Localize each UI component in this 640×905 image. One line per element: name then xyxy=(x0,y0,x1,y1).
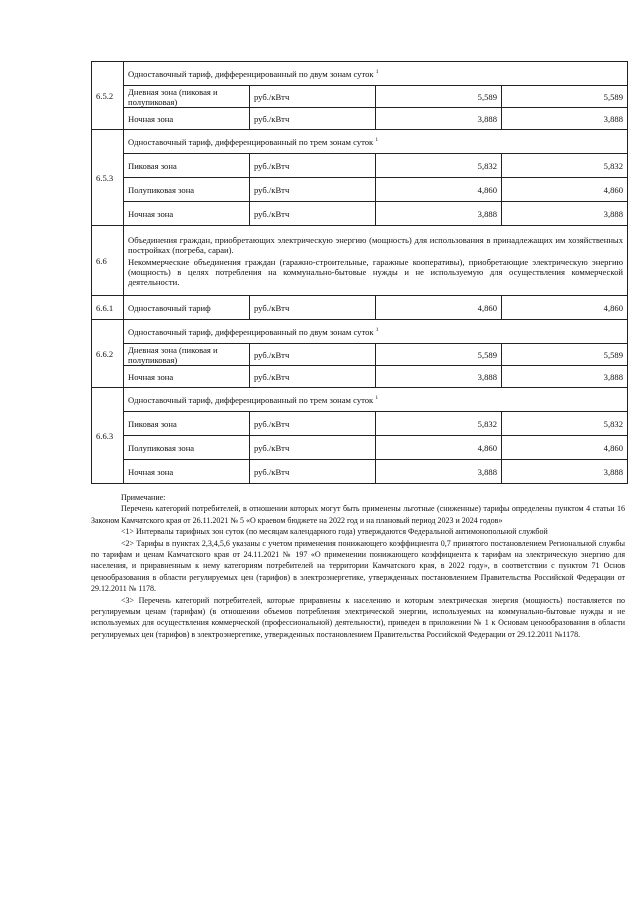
zone-label: Ночная зона xyxy=(124,460,250,484)
tariff-value-1: 4,860 xyxy=(376,436,502,460)
tariff-value-2: 3,888 xyxy=(502,460,628,484)
tariff-value-2: 5,832 xyxy=(502,154,628,178)
tariff-value-1: 5,832 xyxy=(376,412,502,436)
zone-label: Пиковая зона xyxy=(124,412,250,436)
unit-cell: руб./кВтч xyxy=(250,344,376,366)
unit-cell: руб./кВтч xyxy=(250,108,376,130)
table-row xyxy=(92,460,628,484)
tariff-value-1: 3,888 xyxy=(376,366,502,388)
note-paragraph: <3> Перечень категорий потребителей, которые приравнены к населению и которым электрическая энергия (мощность) поставляется по регулируемым ценам (тарифам) (в отношении объемов потребления электрической энергии, используемых на коммунально-бытовые нужды и не используемых для осуществления коммерческой (профессиональной) деятельности), приведен в приложении № 1 к Основам ценообразования в области регулируемых цен (тарифов) в электроэнергетике, утвержденных постановлением Правительства Российской Федерации от 29.12.2011 №1178. xyxy=(91,595,625,639)
unit-cell: руб./кВтч xyxy=(250,86,376,108)
note-paragraph: <1> Интервалы тарифных зон суток (по месяцам календарного года) утверждаются Федеральной антимонопольной службой xyxy=(121,527,548,537)
unit-cell: руб./кВтч xyxy=(250,154,376,178)
table-row xyxy=(92,320,628,344)
zone-label: Дневная зона (пиковая и полупиковая) xyxy=(124,344,250,366)
tariff-value-2: 3,888 xyxy=(502,108,628,130)
group-label: Одноставочный тариф, дифференцированный по трем зонам суток $^1$ xyxy=(124,130,628,154)
zone-label: Дневная зона (пиковая и полупиковая) xyxy=(124,86,250,108)
tariff-value-1: 5,589 xyxy=(376,344,502,366)
table-row xyxy=(92,296,628,320)
unit-cell: руб./кВтч xyxy=(250,202,376,226)
notes-section xyxy=(91,492,625,640)
tariff-value-1: 3,888 xyxy=(376,202,502,226)
tariff-value-1: 4,860 xyxy=(376,296,502,320)
tariff-value-2: 5,589 xyxy=(502,344,628,366)
category-text-1: Объединения граждан, приобретающих электрическую энергию (мощность) для использования в принадлежащих им хозяйственных постройках (погреба, сараи). xyxy=(128,234,623,255)
tariff-value-2: 4,860 xyxy=(502,436,628,460)
tariff-value-2: 4,860 xyxy=(502,296,628,320)
table-row xyxy=(92,344,628,366)
unit-cell: руб./кВтч xyxy=(250,178,376,202)
table-row xyxy=(92,108,628,130)
item-code: 6.6 xyxy=(92,226,124,296)
tariff-value-1: 3,888 xyxy=(376,460,502,484)
tariff-value-1: 4,860 xyxy=(376,178,502,202)
unit-cell: руб./кВтч xyxy=(250,460,376,484)
unit-cell: руб./кВтч xyxy=(250,366,376,388)
tariff-value-2: 3,888 xyxy=(502,202,628,226)
table-row xyxy=(92,130,628,154)
unit-cell: руб./кВтч xyxy=(250,412,376,436)
tariff-table xyxy=(91,61,628,484)
table-row xyxy=(92,86,628,108)
table-row xyxy=(92,202,628,226)
group-label: Одноставочный тариф, дифференцированный по двум зонам суток $^1$ xyxy=(124,62,628,86)
table-row xyxy=(92,62,628,86)
zone-label: Одноставочный тариф xyxy=(124,296,250,320)
tariff-value-2: 5,832 xyxy=(502,412,628,436)
tariff-value-1: 5,589 xyxy=(376,86,502,108)
group-label: Одноставочный тариф, дифференцированный по двум зонам суток $^1$ xyxy=(124,320,628,344)
tariff-value-1: 5,832 xyxy=(376,154,502,178)
zone-label: Ночная зона xyxy=(124,108,250,130)
zone-label: Ночная зона xyxy=(124,366,250,388)
category-text-2: Некоммерческие объединения граждан (гаражно-строительные, гаражные кооперативы), приобретающие электрическую энергию (мощность) в целях потребления на коммунально-бытовые нужды и не используемую для осуществления коммерческой деятельности. xyxy=(128,256,623,287)
zone-label: Ночная зона xyxy=(124,202,250,226)
unit-cell: руб./кВтч xyxy=(250,436,376,460)
tariff-value-2: 4,860 xyxy=(502,178,628,202)
zone-label: Полупиковая зона xyxy=(124,436,250,460)
item-code: 6.6.1 xyxy=(92,296,124,320)
tariff-value-2: 3,888 xyxy=(502,366,628,388)
category-description xyxy=(124,226,628,296)
table-row xyxy=(92,412,628,436)
unit-cell: руб./кВтч xyxy=(250,296,376,320)
table-row xyxy=(92,226,628,296)
item-code: 6.5.3 xyxy=(92,130,124,226)
note-paragraph: <2> Тарифы в пунктах 2,3,4,5,6 указаны с учетом применения понижающего коэффициента 0,7 принятого постановлением Региональной службы по тарифам и ценам Камчатского края от 24.11.2021 № 197 «О применении понижающего коэффициента к тарифам на электрическую энергию для населения, и приравненным к нему категориям потребителей на территории Камчатского края, в 2022 году», в соответствии с пунктом 71 Основ ценообразования в области регулируемых цен (тарифов) в электроэнергетике, утвержденных постановлением Правительства Российской Федерации от 29.12.2011 № 1178. xyxy=(91,538,625,594)
zone-label: Полупиковая зона xyxy=(124,178,250,202)
item-code: 6.6.3 xyxy=(92,388,124,484)
note-paragraph: Перечень категорий потребителей, в отношении которых могут быть применены льготные (сниженные) тарифы определены пунктом 4 статьи 16 Законом Камчатского края от 26.11.2021 № 5 «О краевом бюджете на 2022 год и на плановый период 2023 и 2024 годов» xyxy=(91,504,625,525)
table-row xyxy=(92,388,628,412)
table-row xyxy=(92,154,628,178)
item-code: 6.5.2 xyxy=(92,62,124,130)
notes-heading: Примечание: xyxy=(121,493,166,502)
table-row xyxy=(92,436,628,460)
group-label: Одноставочный тариф, дифференцированный по трем зонам суток $^1$ xyxy=(124,388,628,412)
table-row xyxy=(92,178,628,202)
zone-label: Пиковая зона xyxy=(124,154,250,178)
tariff-value-1: 3,888 xyxy=(376,108,502,130)
table-row xyxy=(92,366,628,388)
tariff-value-2: 5,589 xyxy=(502,86,628,108)
item-code: 6.6.2 xyxy=(92,320,124,388)
